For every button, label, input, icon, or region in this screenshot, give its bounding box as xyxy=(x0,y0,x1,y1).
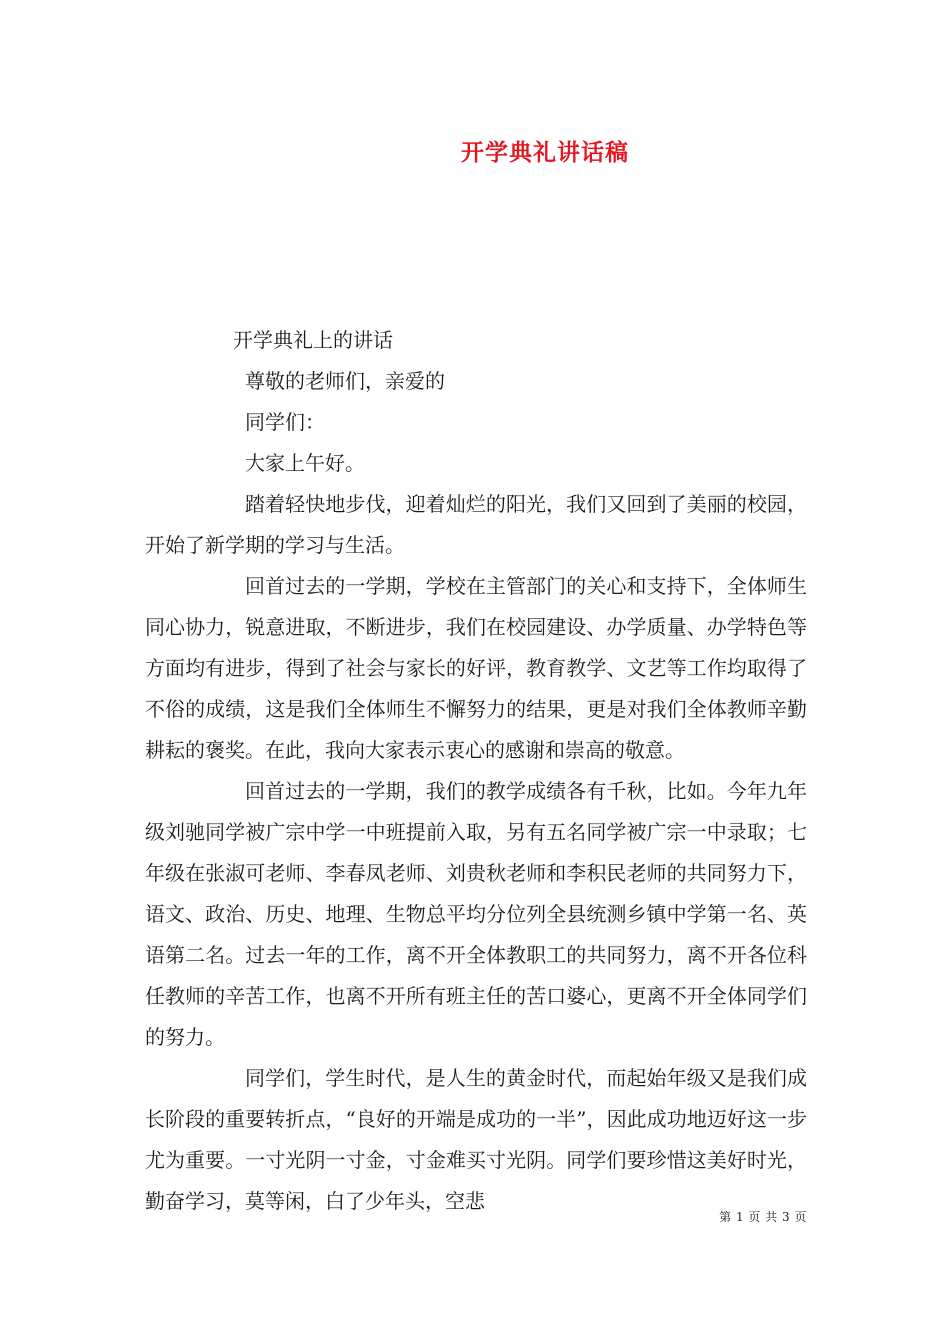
speech-heading: 开学典礼上的讲话 xyxy=(233,328,393,352)
greeting-line-2: 同学们： xyxy=(245,410,325,434)
paragraph-2: 回首过去的一学期，学校在主管部门的关心和支持下，全体师生同心协力，锐意进取，不断进步，我们在校园建设、办学质量、办学特色等方面均有进步，得到了社会与家长的好评，教育教学、文艺等工作均取得了不俗的成绩，这是我们全体师生不懈努力的结果，更是对我们全体教师辛勤耕耘的褒奖。在此，我向大家表示衷心的感谢和崇高的敬意。 xyxy=(145,574,807,762)
paragraph-1: 踏着轻快地步伐，迎着灿烂的阳光，我们又回到了美丽的校园，开始了新学期的学习与生活。 xyxy=(145,492,807,557)
document-title: 开学典礼讲话稿 xyxy=(461,139,629,166)
paragraph-3: 回首过去的一学期，我们的教学成绩各有千秋，比如。今年九年级刘驰同学被广宗中学一中班提前入取，另有五名同学被广宗一中录取；七年级在张淑可老师、李春凤老师、刘贵秋老师和李积民老师的共同努力下，语文、政治、历史、地理、生物总平均分位列全县统测乡镇中学第一名、英语第二名。过去一年的工作，离不开全体教职工的共同努力，离不开各位科任教师的辛苦工作，也离不开所有班主任的苦口婆心，更离不开全体同学们的努力。 xyxy=(145,779,807,1049)
greeting-line-3: 大家上午好。 xyxy=(245,451,365,475)
greeting-line-1: 尊敬的老师们，亲爱的 xyxy=(245,369,445,393)
page-number-footer: 第 1 页 共 3 页 xyxy=(719,1210,807,1224)
document-body xyxy=(145,320,807,1222)
paragraph-4: 同学们，学生时代，是人生的黄金时代，而起始年级又是我们成长阶段的重要转折点，“良好的开端是成功的一半”，因此成功地迈好这一步尤为重要。一寸光阴一寸金，寸金难买寸光阴。同学们要珍惜这美好时光，勤奋学习，莫等闲，白了少年头，空悲 xyxy=(145,1066,807,1213)
